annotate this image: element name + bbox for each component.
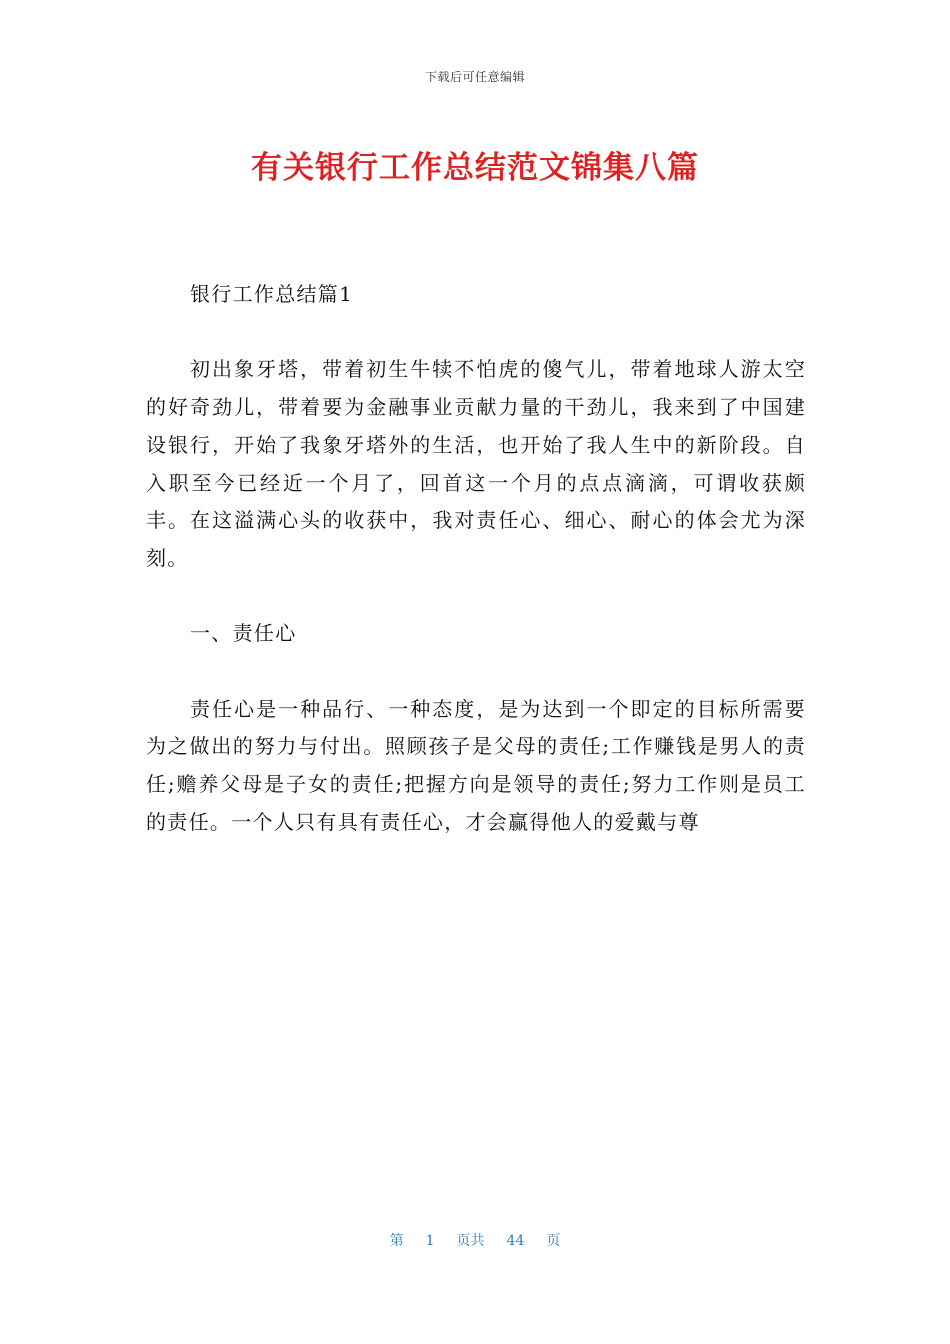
footer-total-pages: 44 [506, 1233, 525, 1249]
paragraph: 责任心是一种品行、一种态度，是为达到一个即定的目标所需要为之做出的努力与付出。照顾孩子是父母的责任;工作赚钱是男人的责任;赡养父母是子女的责任;把握方向是领导的责任;努力工作则是员工的责任。一个人只有具有责任心，才会赢得他人的爱戴与尊 [146, 696, 806, 834]
section-heading: 一、责任心 [190, 621, 297, 646]
footer-page-number: 1 [425, 1233, 435, 1249]
footer-suffix: 页 [546, 1233, 561, 1249]
footer-middle: 页共 [456, 1233, 485, 1249]
section-heading: 银行工作总结篇1 [190, 282, 354, 306]
document-body [146, 276, 806, 842]
header-note: 下载后可任意编辑 [424, 70, 525, 84]
page-footer [0, 1230, 950, 1250]
footer-prefix: 第 [389, 1233, 404, 1249]
paragraph: 初出象牙塔，带着初生牛犊不怕虎的傻气儿，带着地球人游太空的好奇劲儿，带着要为金融事业贡献力量的干劲儿，我来到了中国建设银行，开始了我象牙塔外的生活，也开始了我人生中的新阶段。自入职至今已经近一个月了，回首这一个月的点点滴滴，可谓收获颇丰。在这溢满心头的收获中，我对责任心、细心、耐心的体会尤为深刻。 [146, 357, 806, 570]
document-title: 有关银行工作总结范文锦集八篇 [251, 150, 699, 186]
